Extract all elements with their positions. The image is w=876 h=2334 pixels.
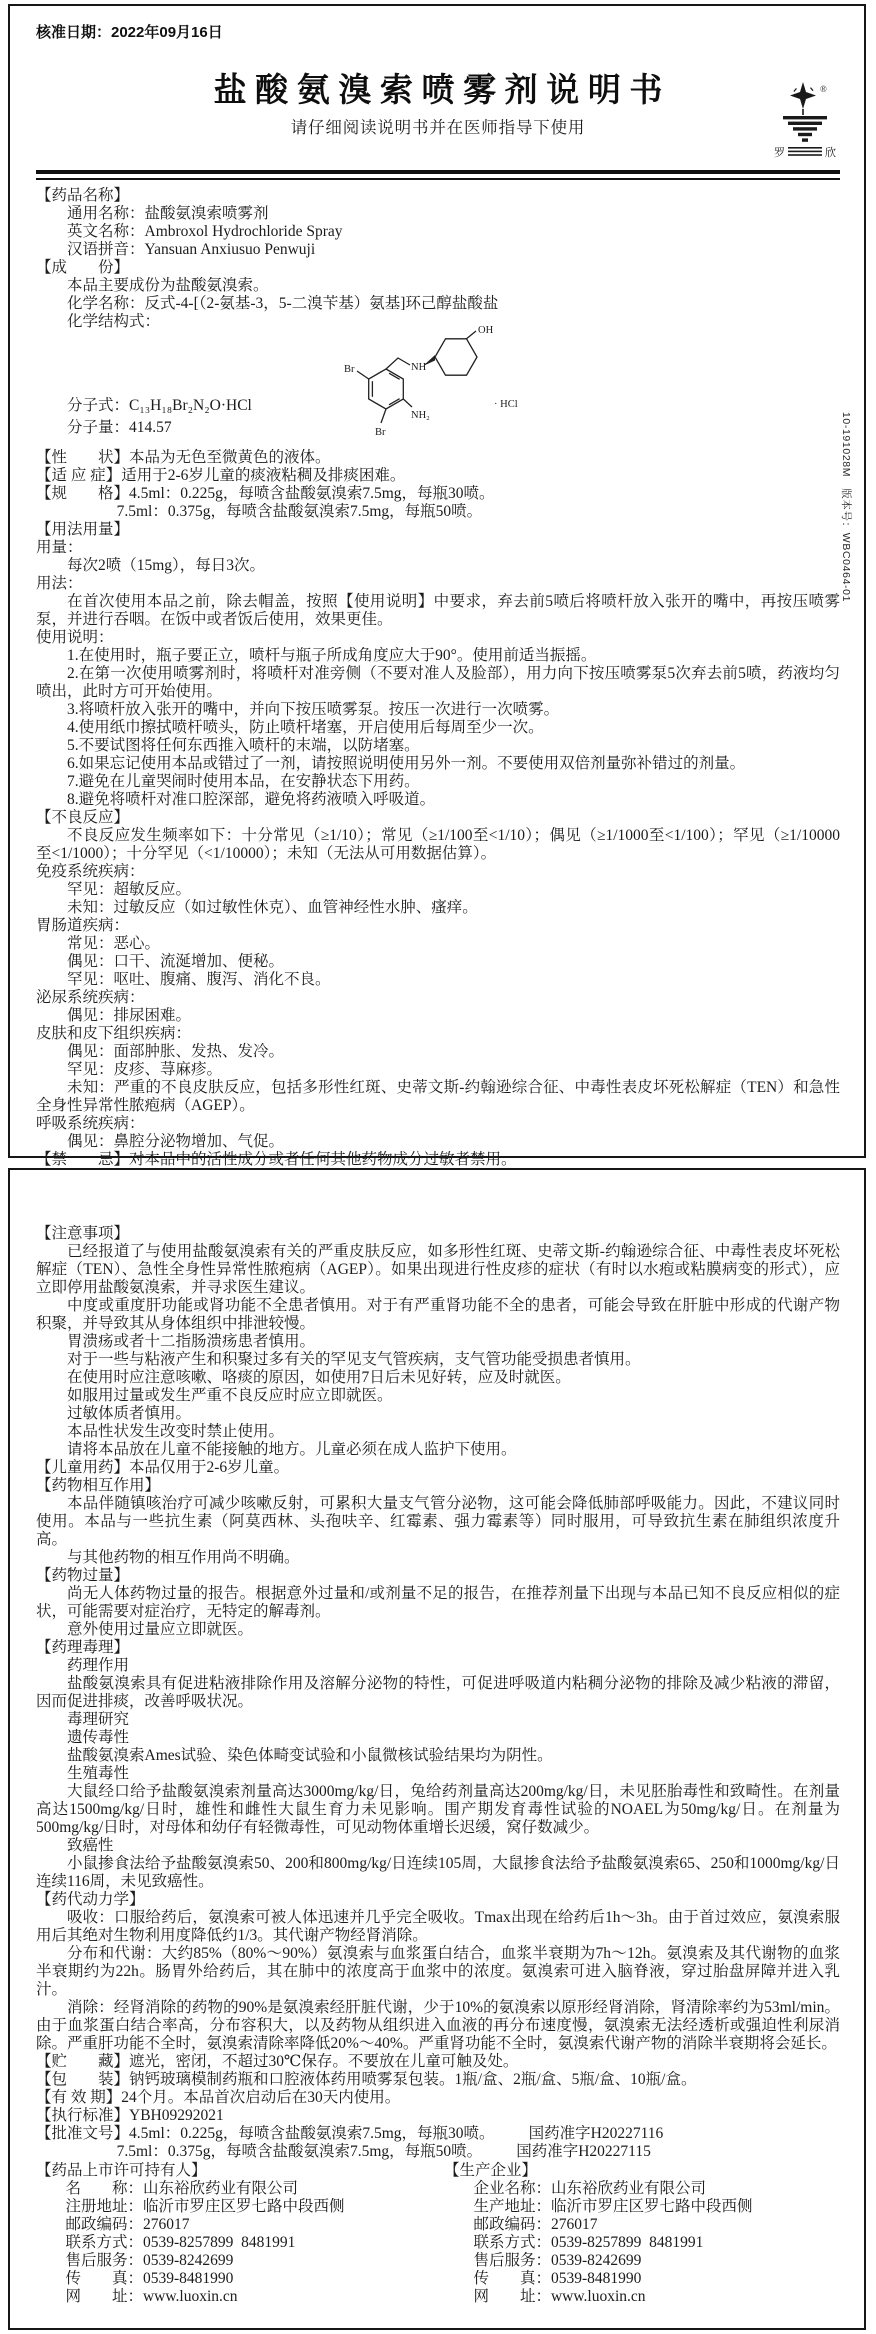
line-text: 【用法用量】 xyxy=(36,521,130,538)
text-line xyxy=(67,557,840,575)
text-line xyxy=(36,1333,840,1351)
text-line xyxy=(36,1351,840,1369)
text-line xyxy=(36,1675,840,1711)
line-text: 本品为无色至微黄色的液体。 xyxy=(129,449,331,466)
line-text: 适用于2-6岁儿童的痰液粘稠及排痰困难。 xyxy=(121,467,406,484)
text-line xyxy=(36,1079,840,1115)
line-text: 7.避免在儿童哭闹时使用本品，在安静状态下用药。 xyxy=(67,773,420,790)
text-line xyxy=(36,1621,840,1639)
chemical-structure-block xyxy=(36,325,840,449)
brand-stripes xyxy=(788,147,822,156)
line-text: 2.在第一次使用喷雾剂时，将喷杆对准旁侧（不要对准人及脸部），用力向下按压喷雾泵5次弃去前5喷，药液均匀喷出，此时方可开始使用。 xyxy=(36,665,840,700)
contact-value: 0539-8242699 xyxy=(142,2252,234,2269)
text-line xyxy=(36,1387,840,1405)
line-text: 7.5ml：0.375g，每喷含盐酸氨溴索7.5mg，每瓶50喷。 xyxy=(116,503,483,520)
contact-label: 传 真： xyxy=(65,2270,143,2287)
contact-row xyxy=(473,2216,840,2234)
text-line xyxy=(36,539,840,557)
contact-value: 276017 xyxy=(142,2216,190,2233)
line-text: 24个月。本品首次启动后在30天内使用。 xyxy=(121,2089,401,2106)
text-line xyxy=(36,1909,840,1945)
salt-hcl: · HCl xyxy=(494,399,518,410)
line-text: 毒理研究 xyxy=(67,1711,130,1728)
line-text: 每次2喷（15mg），每日3次。 xyxy=(67,557,266,574)
section-label: 【禁 忌】 xyxy=(36,1151,130,1168)
contact-row xyxy=(473,2180,840,2198)
text-line xyxy=(36,1783,840,1837)
license-holder-column xyxy=(36,2162,444,2306)
line-text: 意外使用过量应立即就医。 xyxy=(67,1621,254,1638)
text-line xyxy=(36,1423,840,1441)
text-line xyxy=(36,1025,840,1043)
insert-top-panel xyxy=(8,4,866,1168)
section-label: 【执行标准】 xyxy=(36,2107,130,2124)
section-label: 【儿童用药】 xyxy=(36,1459,130,1476)
line-text: 对本品中的活性成分或者任何其他药物成分过敏者禁用。 xyxy=(129,1151,517,1168)
line-text: 7.5ml：0.375g，每喷含盐酸氨溴索7.5mg，每瓶50喷。 xyxy=(116,2143,483,2160)
text-line xyxy=(67,953,840,971)
contact-value: www.luoxin.cn xyxy=(142,2288,238,2305)
text-line xyxy=(67,223,840,241)
line-text: 在使用时应注意咳嗽、咯痰的原因，如使用7日后未见好转，应及时就医。 xyxy=(67,1369,571,1386)
contact-row xyxy=(473,2198,840,2216)
text-line xyxy=(67,295,840,313)
text-line xyxy=(36,719,840,737)
text-line xyxy=(36,1477,840,1495)
line-text: 用量： xyxy=(36,539,83,556)
text-line xyxy=(36,1151,840,1169)
line-text: 3.将喷杆放入张开的嘴中，并向下按压喷雾泵。按压一次进行一次喷雾。 xyxy=(67,701,560,718)
line-text: 遮光，密闭，不超过30℃保存。不要放在儿童可触及处。 xyxy=(129,2053,519,2070)
text-line xyxy=(36,1441,840,1459)
text-line xyxy=(36,629,840,647)
contact-label: 传 真： xyxy=(473,2270,551,2287)
star-icon xyxy=(790,82,816,115)
text-line xyxy=(36,1225,840,1243)
contact-value: 临沂市罗庄区罗七路中段西侧 xyxy=(550,2198,753,2215)
section-label: 【批准文号】 xyxy=(36,2125,130,2142)
section-label: 【包 装】 xyxy=(36,2071,130,2088)
text-line xyxy=(36,485,840,503)
text-line xyxy=(36,989,840,1007)
text-line xyxy=(36,1369,840,1387)
contact-row xyxy=(65,2234,444,2252)
line-text: 化学名称：反式-4-[（2-氨基-3，5-二溴苄基）氨基]环己醇盐酸盐 xyxy=(67,295,499,312)
contact-row xyxy=(473,2234,840,2252)
line-text: 使用说明： xyxy=(36,629,114,646)
text-line xyxy=(117,2143,840,2161)
line-text: 【注意事项】 xyxy=(36,1225,130,1242)
line-text: 生殖毒性 xyxy=(67,1765,130,1782)
text-line xyxy=(36,1639,840,1657)
manufacturer-rows xyxy=(444,2180,840,2306)
contact-row xyxy=(473,2288,840,2306)
text-line xyxy=(36,1115,840,1133)
line-text: 本品仅用于2-6岁儿童。 xyxy=(129,1459,290,1476)
line-text: 胃肠道疾病： xyxy=(36,917,130,934)
line-text: 泌尿系统疾病： xyxy=(36,989,145,1006)
atom-nh2: NH₂ xyxy=(411,410,430,421)
line-text: 4.5ml：0.225g，每喷含盐酸氨溴索7.5mg，每瓶30喷。 xyxy=(129,485,495,502)
line-text: 【药代动力学】 xyxy=(36,1891,145,1908)
contact-value: 山东裕欣药业有限公司 xyxy=(550,2180,706,2197)
text-line xyxy=(36,917,840,935)
text-line xyxy=(67,1061,840,1079)
text-line xyxy=(67,205,840,223)
line-text: 【不良反应】 xyxy=(36,809,130,826)
manufacturer-title: 【生产企业】 xyxy=(444,2162,538,2179)
atom-oh: OH xyxy=(478,325,494,336)
text-line xyxy=(67,1711,840,1729)
contact-row xyxy=(65,2288,444,2306)
text-line xyxy=(36,1891,840,1909)
text-line xyxy=(67,241,840,259)
contact-value: 276017 xyxy=(550,2216,598,2233)
contact-label: 售后服务： xyxy=(65,2252,143,2269)
text-line xyxy=(36,1405,840,1423)
brand-char-left: 罗 xyxy=(774,147,785,159)
text-line xyxy=(36,259,840,277)
text-line xyxy=(36,1297,840,1333)
text-line xyxy=(36,575,840,593)
contact-value: 0539-8481990 xyxy=(142,2270,234,2287)
text-line xyxy=(36,665,840,701)
text-line xyxy=(36,593,840,629)
text-line xyxy=(67,881,840,899)
line-text: 请将本品放在儿童不能接触的地方。儿童必须在成人监护下使用。 xyxy=(67,1441,517,1458)
text-line xyxy=(36,809,840,827)
text-line xyxy=(36,827,840,863)
contact-value: 0539-8257899 8481991 xyxy=(550,2234,704,2251)
contact-value: 0539-8481990 xyxy=(550,2270,642,2287)
line-text: 偶见：排尿困难。 xyxy=(67,1007,192,1024)
line-text: 分布和代谢：大约85%（80%～90%）氨溴索与血浆蛋白结合，血浆半衰期为7h～12h。氨溴索及其代谢物的血浆半衰期约为22h。肠胃外给药后，其在肺中的浓度高于血浆中的浓度。氨溴索可进入脑脊液，穿过胎盘屏障并进入乳汁。 xyxy=(36,1945,840,1998)
line-text: 罕见：呕吐、腹痛、腹泻、消化不良。 xyxy=(67,971,331,988)
line-text: 对于一些与粘液产生和积聚过多有关的罕见支气管疾病，支气管功能受损患者慎用。 xyxy=(67,1351,641,1368)
text-line xyxy=(67,1133,840,1151)
line-text: 本品伴随镇咳治疗可减少咳嗽反射，可累积大量支气管分泌物，这可能会降低肺部呼吸能力。因此，不建议同时使用。本品与一些抗生素（阿莫西林、头孢呋辛、红霉素、强力霉素等）同时服用，可导致抗生素在肺组织浓度升高。 xyxy=(36,1495,840,1548)
molecular-formula: 分子式：C₁₃H₁₈Br₂N₂O·HCl xyxy=(67,397,252,414)
text-line xyxy=(67,899,840,917)
line-text: 偶见：面部肿胀、发热、发冷。 xyxy=(67,1043,285,1060)
text-line xyxy=(36,449,840,467)
line-text: 胃溃疡或者十二指肠溃疡患者慎用。 xyxy=(67,1333,316,1350)
section-label: 【适 应 症】 xyxy=(36,467,122,484)
text-line xyxy=(36,1549,840,1567)
line-text: 钠钙玻璃模制药瓶和口腔液体药用喷雾泵包装。1瓶/盒、2瓶/盒、5瓶/盒、10瓶/盒。 xyxy=(129,2071,697,2088)
line-text: 致癌性 xyxy=(67,1837,114,1854)
contact-label: 邮政编码： xyxy=(65,2216,143,2233)
line-text: 偶见：鼻腔分泌物增加、气促。 xyxy=(67,1133,285,1150)
text-line xyxy=(67,971,840,989)
line-text: 常见：恶心。 xyxy=(67,935,161,952)
company-info xyxy=(36,2162,840,2306)
box1-sections-b xyxy=(36,449,840,1169)
luoxin-logo xyxy=(772,82,838,160)
stripe-chevron-icon xyxy=(783,116,827,142)
registered-mark: ® xyxy=(820,84,827,94)
masthead-divider xyxy=(36,170,840,180)
section-label: 【性 状】 xyxy=(36,449,130,466)
text-line xyxy=(36,2125,840,2143)
line-text: 汉语拼音：Yansuan Anxiusuo Penwuji xyxy=(67,241,316,258)
line-text: 在首次使用本品之前，除去帽盖，按照【使用说明】中要求，弃去前5喷后将喷杆放入张开的嘴中，再按压喷雾泵，并进行吞咽。在饭中或者饭后使用，效果更佳。 xyxy=(36,593,840,628)
text-line xyxy=(36,1945,840,1999)
line-text: 【成 份】 xyxy=(36,259,130,276)
text-line xyxy=(36,1567,840,1585)
text-line xyxy=(36,1747,840,1765)
page-title: 盐酸氨溴索喷雾剂说明书 xyxy=(213,73,671,109)
text-line xyxy=(36,791,840,809)
line-text: 用法： xyxy=(36,575,83,592)
line-text: 大鼠经口给予盐酸氨溴索剂量高达3000mg/kg/日，兔给药剂量高达200mg/kg/日，未见胚胎毒性和致畸性。在剂量高达1500mg/kg/日时，雄性和雌性大鼠生育力未见影响。围产期发育毒性试验的NOAEL为50mg/kg/日。在剂量为500mg/kg/日时，对母体和幼仔有轻微毒性，可见动物体重增长迟缓，窝仔数减少。 xyxy=(36,1783,840,1836)
contact-label: 联系方式： xyxy=(65,2234,143,2251)
text-line xyxy=(67,1765,840,1783)
contact-label: 网 址： xyxy=(473,2288,551,2305)
insert-bottom-panel xyxy=(8,1168,866,2330)
text-line xyxy=(67,935,840,953)
text-line xyxy=(36,2071,840,2089)
contact-value: 0539-8257899 8481991 xyxy=(142,2234,296,2251)
line-text: 消除：经肾消除的药物的90%是氨溴索经肝脏代谢，少于10%的氨溴索以原形经肾消除，肾清除率约为53ml/min。由于血浆蛋白结合率高，分布容积大，以及药物从组织进入血液的再分布速度慢，氨溴索无法经透析或强迫性利尿消除。严重肝功能不全时，氨溴索清除率降低20%～40%。严重肾功能不全时，氨溴索代谢产物的消除半衰期将会延长。 xyxy=(36,1999,840,2052)
text-line xyxy=(36,2053,840,2071)
contact-value: 临沂市罗庄区罗七路中段西侧 xyxy=(142,2198,345,2215)
text-line xyxy=(36,1585,840,1621)
text-line xyxy=(67,1837,840,1855)
contact-row xyxy=(65,2216,444,2234)
line-text: 过敏体质者慎用。 xyxy=(67,1405,192,1422)
text-line xyxy=(67,277,840,295)
line-text: 偶见：口干、流涎增加、便秘。 xyxy=(67,953,285,970)
masthead xyxy=(36,20,840,158)
text-line xyxy=(36,187,840,205)
box1-sections-a xyxy=(36,187,840,331)
text-line xyxy=(36,773,840,791)
section-label: 【规 格】 xyxy=(36,485,130,502)
contact-row xyxy=(473,2270,840,2288)
line-text: 英文名称：Ambroxol Hydrochloride Spray xyxy=(67,223,343,240)
contact-label: 名 称： xyxy=(65,2180,143,2197)
line-text: 通用名称：盐酸氨溴索喷雾剂 xyxy=(67,205,269,222)
text-line xyxy=(36,1495,840,1549)
contact-row xyxy=(65,2180,444,2198)
atom-nh: NH xyxy=(411,362,427,373)
version-code: 10-191028M 版本号：WBC0464-01 xyxy=(840,411,852,603)
approval-number: 国药准字H20227115 xyxy=(516,2143,651,2160)
text-line xyxy=(67,1007,840,1025)
approval-number: 国药准字H20227116 xyxy=(528,2125,664,2142)
contact-value: 0539-8242699 xyxy=(550,2252,642,2269)
molecular-weight: 分子量：414.57 xyxy=(67,419,172,436)
text-line xyxy=(36,737,840,755)
line-text: 未知：过敏反应（如过敏性休克）、血管神经性水肿、瘙痒。 xyxy=(67,899,478,916)
text-line xyxy=(36,467,840,485)
contact-label: 注册地址： xyxy=(65,2198,143,2215)
line-text: 与其他药物的相互作用尚不明确。 xyxy=(67,1549,300,1566)
section-label: 【有 效 期】 xyxy=(36,2089,122,2106)
line-text: 1.在使用时，瓶子要正立，喷杆与瓶子所成角度应大于90°。使用前适当振摇。 xyxy=(67,647,597,664)
text-line xyxy=(36,2107,840,2125)
line-text: 【药物相互作用】 xyxy=(36,1477,161,1494)
contact-value: www.luoxin.cn xyxy=(550,2288,646,2305)
contact-label: 联系方式： xyxy=(473,2234,551,2251)
line-text: 【药物过量】 xyxy=(36,1567,130,1584)
text-line xyxy=(36,755,840,773)
text-line xyxy=(67,1657,840,1675)
contact-label: 网 址： xyxy=(65,2288,143,2305)
line-text: 本品性状发生改变时禁止使用。 xyxy=(67,1423,285,1440)
line-text: 呼吸系统疾病： xyxy=(36,1115,145,1132)
contact-value: 山东裕欣药业有限公司 xyxy=(142,2180,298,2197)
atom-br-bottom: Br xyxy=(375,427,386,438)
line-text: 6.如果忘记使用本品或错过了一剂，请按照说明使用另外一剂。不要使用双倍剂量弥补错过的剂量。 xyxy=(67,755,746,772)
contact-row xyxy=(65,2198,444,2216)
text-line xyxy=(117,503,840,521)
text-line xyxy=(36,2089,840,2107)
line-text: 盐酸氨溴索具有促进粘液排除作用及溶解分泌物的特性，可促进呼吸道内粘稠分泌物的排除及减少粘液的滞留，因而促进排痰，改善呼吸状况。 xyxy=(36,1675,840,1710)
line-text: 皮肤和皮下组织疾病： xyxy=(36,1025,192,1042)
contact-row xyxy=(65,2270,444,2288)
line-text: 【药品名称】 xyxy=(36,187,130,204)
page-subtitle: 请仔细阅读说明书并在医师指导下使用 xyxy=(290,118,586,137)
line-text: 已经报道了与使用盐酸氨溴索有关的严重皮肤反应，如多形性红斑、史蒂文斯-约翰逊综合征、中毒性表皮坏死松解症（TEN）、急性全身性异常性脓疱病（AGEP）。如果出现进行性皮疹的症状（有时以水疱或粘膜病变的形式），应立即停用盐酸氨溴索，并寻求医生建议。 xyxy=(36,1243,840,1296)
text-line xyxy=(36,701,840,719)
text-line xyxy=(67,1043,840,1061)
line-text: 遗传毒性 xyxy=(67,1729,130,1746)
contact-label: 售后服务： xyxy=(473,2252,551,2269)
line-text: 本品主要成份为盐酸氨溴索。 xyxy=(67,277,269,294)
line-text: 4.使用纸巾擦拭喷杆喷头，防止喷杆堵塞，开启使用后每周至少一次。 xyxy=(67,719,544,736)
contact-label: 企业名称： xyxy=(473,2180,551,2197)
line-text: 吸收：口服给药后，氨溴索可被人体迅速并几乎完全吸收。Tmax出现在给药后1h～3h。由于首过效应，氨溴索服用后其绝对生物利用度降低约1/3。其代谢产物经肾消除。 xyxy=(36,1909,840,1944)
text-line xyxy=(36,647,840,665)
contact-row xyxy=(65,2252,444,2270)
line-text: 4.5ml：0.225g，每喷含盐酸氨溴索7.5mg，每瓶30喷。 xyxy=(129,2125,495,2142)
line-text: 小鼠掺食法给予盐酸氨溴索50、200和800mg/kg/日连续105周，大鼠掺食法给予盐酸氨溴索65、250和1000mg/kg/日连续116周，未见致癌性。 xyxy=(36,1855,840,1890)
license-holder-rows xyxy=(36,2180,444,2306)
contact-label: 生产地址： xyxy=(473,2198,551,2215)
chemical-structure-diagram xyxy=(331,327,546,445)
line-text: 8.避免将喷杆对准口腔深部，避免将药液喷入呼吸道。 xyxy=(67,791,436,808)
approval-date: 核准日期：2022年09月16日 xyxy=(36,24,223,41)
brand-char-right: 欣 xyxy=(825,147,836,159)
atom-br-top: Br xyxy=(344,364,355,375)
line-text: 【药理毒理】 xyxy=(36,1639,130,1656)
line-text: 化学结构式： xyxy=(67,313,161,330)
contact-label: 邮政编码： xyxy=(473,2216,551,2233)
line-text: 中度或重度肝功能或肾功能不全患者慎用。对于有严重肾功能不全的患者，可能会导致在肝脏中形成的代谢产物积聚，并导致其从身体组织中排泄较慢。 xyxy=(36,1297,840,1332)
line-text: 药理作用 xyxy=(67,1657,130,1674)
line-text: 罕见：皮疹、荨麻疹。 xyxy=(67,1061,223,1078)
line-text: 尚无人体药物过量的报告。根据意外过量和/或剂量不足的报告，在推荐剂量下出现与本品已知不良反应相似的症状，可能需要对症治疗，无特定的解毒剂。 xyxy=(36,1585,840,1620)
line-text: 5.不要试图将任何东西推入喷杆的末端，以防堵塞。 xyxy=(67,737,420,754)
line-text: 如服用过量或发生严重不良反应时应立即就医。 xyxy=(67,1387,393,1404)
license-holder-title: 【药品上市许可持有人】 xyxy=(36,2162,207,2179)
line-text: 未知：严重的不良皮肤反应，包括多形性红斑、史蒂文斯-约翰逊综合征、中毒性表皮坏死松解症（TEN）和急性全身性异常性脓疱病（AGEP）。 xyxy=(36,1079,840,1114)
line-text: 不良反应发生频率如下：十分常见（≥1/10）；常见（≥1/100至<1/10）；偶见（≥1/1000至<1/100）；罕见（≥1/10000至<1/1000）；十分罕见（<1/10000）；未知（无法从可用数据估算）。 xyxy=(36,827,840,862)
text-line xyxy=(67,1729,840,1747)
text-line xyxy=(36,1243,840,1297)
manufacturer-column xyxy=(444,2162,840,2306)
line-text: 罕见：超敏反应。 xyxy=(67,881,192,898)
text-line xyxy=(36,1459,840,1477)
line-text: 免疫系统疾病： xyxy=(36,863,145,880)
line-text: YBH09292021 xyxy=(129,2107,224,2124)
text-line xyxy=(36,1999,840,2053)
text-line xyxy=(36,863,840,881)
line-text: 盐酸氨溴索Ames试验、染色体畸变试验和小鼠微核试验结果均为阴性。 xyxy=(67,1747,553,1764)
contact-row xyxy=(473,2252,840,2270)
box2-sections xyxy=(36,1225,840,2161)
text-line xyxy=(36,1855,840,1891)
text-line xyxy=(36,521,840,539)
section-label: 【贮 藏】 xyxy=(36,2053,130,2070)
